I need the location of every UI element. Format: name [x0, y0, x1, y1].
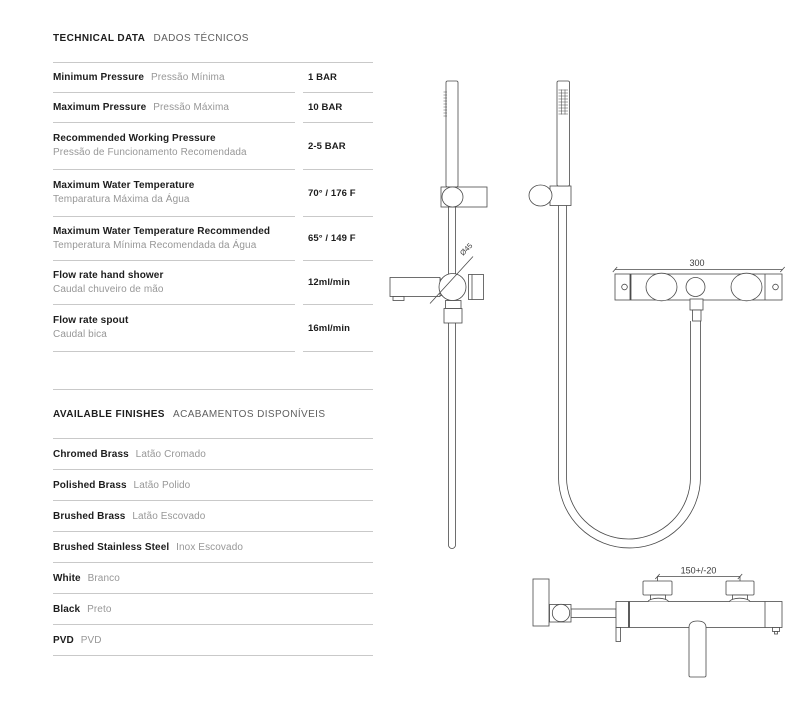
- finish-name-en: Black: [53, 603, 81, 615]
- finish-name-pt: Inox Escovado: [176, 541, 244, 553]
- spec-label-pt: Caudal bica: [53, 329, 107, 340]
- slider-knob: [442, 187, 463, 207]
- shower-holder-knob: [529, 185, 552, 206]
- hose-connector: [444, 309, 462, 324]
- bar-width-label: 300: [689, 258, 705, 268]
- diverter-pin: [616, 628, 621, 642]
- rail-line: [449, 187, 456, 549]
- spout: [390, 278, 440, 297]
- finish-name-pt: Latão Polido: [133, 479, 191, 491]
- finish-name-pt: PVD: [80, 634, 102, 646]
- finish-name-en: PVD: [53, 634, 74, 646]
- spec-label-pt: Pressão de Funcionamento Recomendada: [53, 147, 247, 158]
- finish-name-pt: Preto: [87, 603, 112, 615]
- right-nub: [773, 628, 780, 632]
- section-title-pt: DADOS TÉCNICOS: [153, 33, 249, 44]
- valve-body: [439, 274, 466, 301]
- spec-label-pt: Temparatura Máxima da Água: [53, 194, 190, 205]
- inlet-union-right: [726, 581, 754, 595]
- wall-bracket: [533, 579, 549, 626]
- finish-name-en: Brushed Stainless Steel: [53, 541, 170, 553]
- right-nub-tip: [775, 632, 778, 635]
- shower-holder-bracket: [550, 186, 571, 206]
- spec-label-pt: Pressão Máxima: [153, 102, 230, 113]
- drawing-shower-set-front-view: [529, 81, 785, 548]
- spec-value: 1 BAR: [303, 63, 373, 93]
- bar-handle-left: [646, 273, 677, 301]
- holder-ring: [552, 604, 569, 621]
- finish-name-en: Chromed Brass: [53, 448, 129, 460]
- finish-name-en: White: [53, 572, 81, 584]
- bath-spout: [689, 621, 706, 677]
- inlet-spacing-label: 150+/-20: [680, 565, 717, 576]
- drawing-shower-column-side-view: [390, 81, 487, 549]
- spec-value: 2-5 BAR: [303, 123, 373, 170]
- valve-knob: [469, 275, 484, 300]
- finish-name-en: Brushed Brass: [53, 510, 126, 522]
- hand-shower-side: [446, 81, 458, 187]
- spec-value: 16ml/min: [303, 305, 373, 352]
- spec-value: 10 BAR: [303, 93, 373, 123]
- spec-label-en: Recommended Working Pressure: [53, 133, 216, 144]
- hose-nut: [446, 301, 462, 309]
- section-title-pt: ACABAMENTOS DISPONÍVEIS: [173, 409, 326, 420]
- spec-label-en: Maximum Water Temperature Recommended: [53, 225, 271, 237]
- outlet-taper: [693, 310, 702, 321]
- spec-label-pt: Pressão Mínima: [150, 72, 225, 83]
- inlet-union-left: [643, 581, 672, 595]
- spec-label-en: Flow rate spout: [53, 315, 129, 326]
- dimension-line-150: [658, 577, 741, 582]
- spec-label-pt: Caudal chuveiro de mão: [53, 283, 164, 295]
- bar-handle-right: [731, 273, 762, 301]
- spec-value: 70° / 176 F: [303, 170, 373, 217]
- section-title-en: TECHNICAL DATA: [53, 33, 146, 44]
- hose-inner-line: [567, 186, 691, 539]
- finish-name-pt: Latão Escovado: [132, 510, 206, 522]
- finish-name-en: Polished Brass: [53, 479, 127, 491]
- spec-label-pt: Temperatura Mínima Recomendada da Água: [53, 239, 257, 251]
- section-title-en: AVAILABLE FINISHES: [53, 409, 165, 420]
- finish-name-pt: Branco: [87, 572, 120, 584]
- spec-value: 65° / 149 F: [303, 217, 373, 261]
- spec-label-en: Minimum Pressure: [53, 72, 145, 83]
- finish-name-pt: Latão Cromado: [135, 448, 206, 460]
- outlet-nut: [690, 299, 703, 310]
- holder-arm: [571, 609, 616, 618]
- spout-aerator: [393, 297, 404, 301]
- drawing-bath-mixer-front-view: [533, 566, 782, 678]
- spec-label-en: Flow rate hand shower: [53, 269, 164, 281]
- bar-outlet: [686, 278, 705, 297]
- hose-outer-line: [559, 186, 701, 548]
- hand-shower-front: [557, 81, 570, 186]
- spec-label-en: Maximum Pressure: [53, 102, 147, 113]
- spec-value: 12ml/min: [303, 261, 373, 305]
- spec-label-en: Maximum Water Temperature: [53, 180, 195, 191]
- valve-diameter-label: Ø45: [458, 241, 475, 258]
